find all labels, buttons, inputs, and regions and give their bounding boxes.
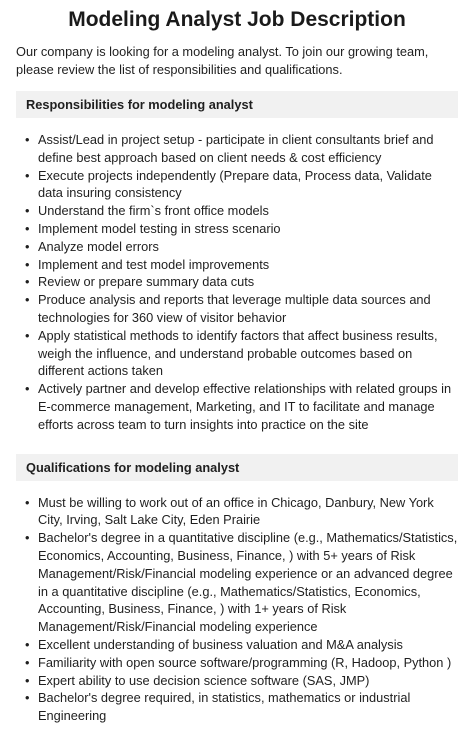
bullet-icon: • [25, 132, 30, 147]
intro-paragraph: Our company is looking for a modeling analyst. To join our growing team, please review the list of responsibilities and qualifications. [16, 44, 429, 77]
list-item [25, 689, 458, 725]
list-item [25, 202, 458, 220]
bullet-icon: • [25, 654, 30, 670]
list-item-text: Analyze model errors [38, 238, 159, 254]
list-item [25, 327, 458, 380]
bullet-icon: • [25, 381, 30, 397]
bullet-icon: • [25, 530, 30, 546]
list-item [25, 167, 458, 203]
list-item-text: Must be willing to work out of an office in Chicago, Danbury, New York City, Irving, Salt Lake City, Eden Prairie [38, 494, 434, 528]
list-item [25, 636, 458, 654]
bullet-icon: • [25, 292, 30, 308]
bullet-icon: • [25, 274, 30, 290]
list-item [25, 256, 458, 274]
list-item-text: Actively partner and develop effective relationships with related groups in E-commerce management, Marketing, and IT to facilitate and manage efforts across team to turn insights into practice on the site [38, 381, 452, 432]
bullet-icon: • [25, 494, 30, 510]
bullet-icon: • [25, 672, 30, 688]
list-item [25, 273, 458, 291]
list-item-text: Assist/Lead in project setup - participate in client consultants brief and define best approach based on client needs & cost efficiency [38, 132, 434, 165]
list-item-text: Understand the firm`s front office models [38, 203, 269, 219]
list-item [25, 672, 458, 690]
list-item [25, 380, 458, 433]
list-item [25, 291, 458, 327]
qualifications-heading: Qualifications for modeling analyst [16, 454, 458, 481]
bullet-icon: • [25, 167, 30, 183]
list-item [25, 220, 458, 238]
bullet-icon: • [25, 636, 30, 652]
list-item-text: Bachelor's degree in a quantitative discipline (e.g., Mathematics/Statistics, Economics, Accounting, Business, Finance, ) with 5+ years of Risk Management/Risk/Financial modeling experience or an advanced degree in a quantitative discipline (e.g., Mathematics/Statistics, Economics, Accounting, Business, Finance, ) with 1+ years of Risk Management/Risk/Financial modeling experience [38, 530, 458, 635]
list-item-text: Implement and test model improvements [38, 256, 270, 272]
list-item-text: Review or prepare summary data cuts [38, 274, 255, 290]
list-item [25, 529, 458, 636]
bullet-icon: • [25, 220, 30, 236]
list-item [25, 654, 458, 672]
list-item [25, 131, 458, 167]
list-item-text: Bachelor's degree required, in statistics, mathematics or industrial Engineering [38, 690, 411, 724]
bullet-icon: • [25, 256, 30, 272]
list-item-text: Execute projects independently (Prepare data, Process data, Validate data insuring consistency [38, 167, 432, 201]
page-title: Modeling Analyst Job Description [68, 8, 406, 31]
list-item [25, 494, 458, 530]
list-item-text: Familiarity with open source software/programming (R, Hadoop, Python ) [38, 654, 452, 670]
list-item-text: Apply statistical methods to identify factors that affect business results, weigh the influence, and understand probable outcomes based on different actions taken [38, 327, 438, 379]
list-item-text: Produce analysis and reports that leverage multiple data sources and technologies for 360 view of visitor behavior [38, 292, 431, 325]
bullet-icon: • [25, 327, 30, 343]
list-item-text: Excellent understanding of business valuation and M&A analysis [38, 636, 403, 652]
qualifications-list [16, 494, 458, 725]
list-item-text: Implement model testing in stress scenario [38, 220, 281, 236]
list-item [25, 238, 458, 256]
list-item-text: Expert ability to use decision science software (SAS, JMP) [38, 672, 370, 688]
responsibilities-list [16, 131, 458, 434]
responsibilities-heading: Responsibilities for modeling analyst [16, 91, 458, 118]
bullet-icon: • [25, 238, 30, 254]
bullet-icon: • [25, 690, 30, 706]
bullet-icon: • [25, 203, 30, 219]
